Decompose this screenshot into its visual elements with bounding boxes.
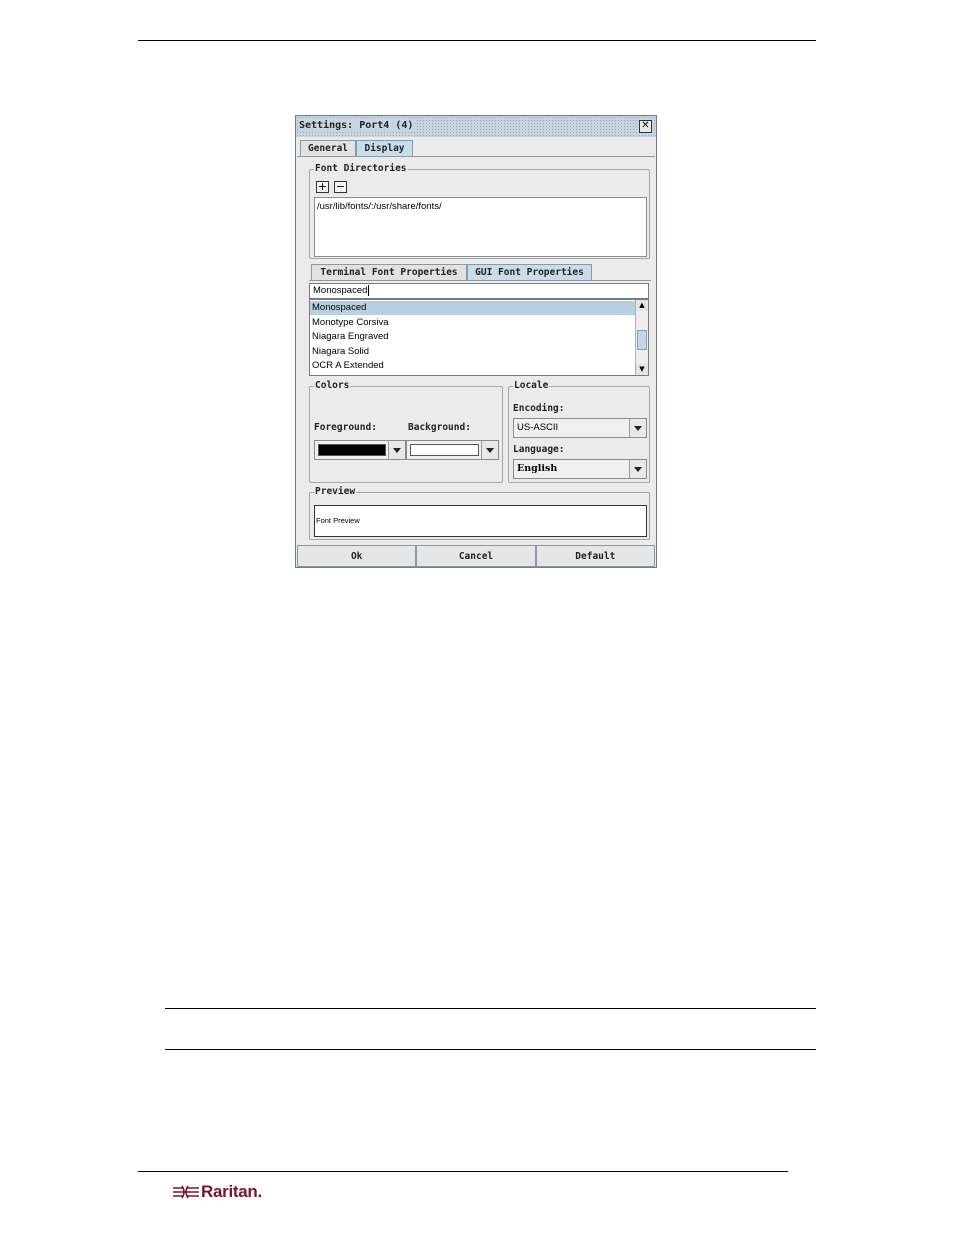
preview-group bbox=[309, 486, 650, 540]
encoding-label: Encoding: bbox=[513, 403, 565, 414]
raritan-logo bbox=[171, 1180, 262, 1204]
scroll-up-icon[interactable]: ▲ bbox=[636, 300, 648, 311]
preview-label: Preview bbox=[315, 486, 356, 497]
font-directories-list[interactable] bbox=[314, 197, 647, 257]
font-directory-path: /usr/lib/fonts/:/usr/share/fonts/ bbox=[317, 201, 442, 212]
foreground-label: Foreground: bbox=[314, 422, 377, 433]
list-item[interactable]: Niagara Engraved bbox=[312, 331, 389, 342]
default-button[interactable]: Default bbox=[536, 545, 655, 567]
plus-icon: + bbox=[317, 180, 328, 193]
colors-label: Colors bbox=[315, 380, 350, 391]
background-swatch bbox=[410, 444, 479, 456]
list-item[interactable]: Monotype Corsiva bbox=[312, 317, 389, 328]
encoding-select[interactable] bbox=[513, 418, 647, 438]
list-item[interactable]: OCR A Extended bbox=[312, 360, 384, 371]
close-icon[interactable]: ✕ bbox=[639, 120, 652, 133]
minus-icon: − bbox=[335, 180, 346, 193]
background-label: Background: bbox=[408, 422, 471, 433]
tab-divider bbox=[297, 156, 655, 157]
dialog-titlebar[interactable] bbox=[296, 116, 656, 137]
chevron-down-icon[interactable] bbox=[629, 419, 646, 437]
tab-gui-font-properties[interactable] bbox=[467, 264, 592, 280]
cancel-button[interactable]: Cancel bbox=[416, 545, 535, 567]
font-directories-label: Font Directories bbox=[315, 163, 407, 174]
font-list-scrollbar[interactable] bbox=[635, 300, 648, 375]
scroll-down-icon[interactable]: ▼ bbox=[636, 364, 648, 375]
locale-label: Locale bbox=[514, 380, 549, 391]
font-directories-group bbox=[309, 163, 650, 259]
tab-terminal-font-label: Terminal Font Properties bbox=[320, 267, 458, 278]
dialog-button-bar bbox=[297, 545, 655, 567]
font-list[interactable] bbox=[309, 299, 649, 376]
note-rule-top bbox=[165, 1008, 816, 1009]
tab-gui-font-label: GUI Font Properties bbox=[475, 267, 584, 278]
list-item[interactable]: Monospaced bbox=[310, 301, 636, 315]
foreground-swatch bbox=[318, 444, 386, 456]
note-rule-bottom bbox=[165, 1049, 816, 1050]
foreground-color-select[interactable] bbox=[314, 440, 406, 460]
locale-group bbox=[508, 380, 650, 483]
tab-general-label: General bbox=[307, 143, 349, 154]
tab-display[interactable] bbox=[356, 140, 413, 156]
footer-rule bbox=[138, 1171, 788, 1172]
header-rule bbox=[138, 40, 816, 41]
tab-terminal-font-properties[interactable] bbox=[311, 264, 467, 280]
language-select[interactable] bbox=[513, 459, 647, 479]
remove-directory-button[interactable] bbox=[334, 181, 347, 193]
language-value: English bbox=[517, 463, 558, 474]
dialog-title: Settings: Port4 (4) bbox=[299, 120, 417, 131]
list-item[interactable]: Niagara Solid bbox=[312, 346, 370, 357]
font-preview-box bbox=[314, 505, 647, 537]
scroll-thumb[interactable] bbox=[637, 330, 647, 350]
encoding-value: US-ASCII bbox=[517, 422, 559, 433]
raritan-mark-icon bbox=[171, 1183, 201, 1201]
chevron-down-icon[interactable] bbox=[481, 441, 498, 459]
font-name-input-value: Monospaced bbox=[313, 285, 368, 296]
chevron-down-icon[interactable] bbox=[629, 460, 646, 478]
background-color-select[interactable] bbox=[406, 440, 499, 460]
font-tab-divider bbox=[309, 280, 651, 281]
font-preview-text: Font Preview bbox=[316, 516, 360, 525]
add-directory-button[interactable] bbox=[316, 181, 329, 193]
language-label: Language: bbox=[513, 444, 565, 455]
chevron-down-icon[interactable] bbox=[388, 441, 405, 459]
font-name-input[interactable] bbox=[309, 283, 649, 299]
tab-general[interactable] bbox=[300, 140, 356, 156]
tab-display-label: Display bbox=[364, 143, 405, 154]
raritan-logo-text: Raritan. bbox=[201, 1182, 262, 1201]
colors-group bbox=[309, 380, 503, 483]
ok-button[interactable]: Ok bbox=[297, 545, 416, 567]
